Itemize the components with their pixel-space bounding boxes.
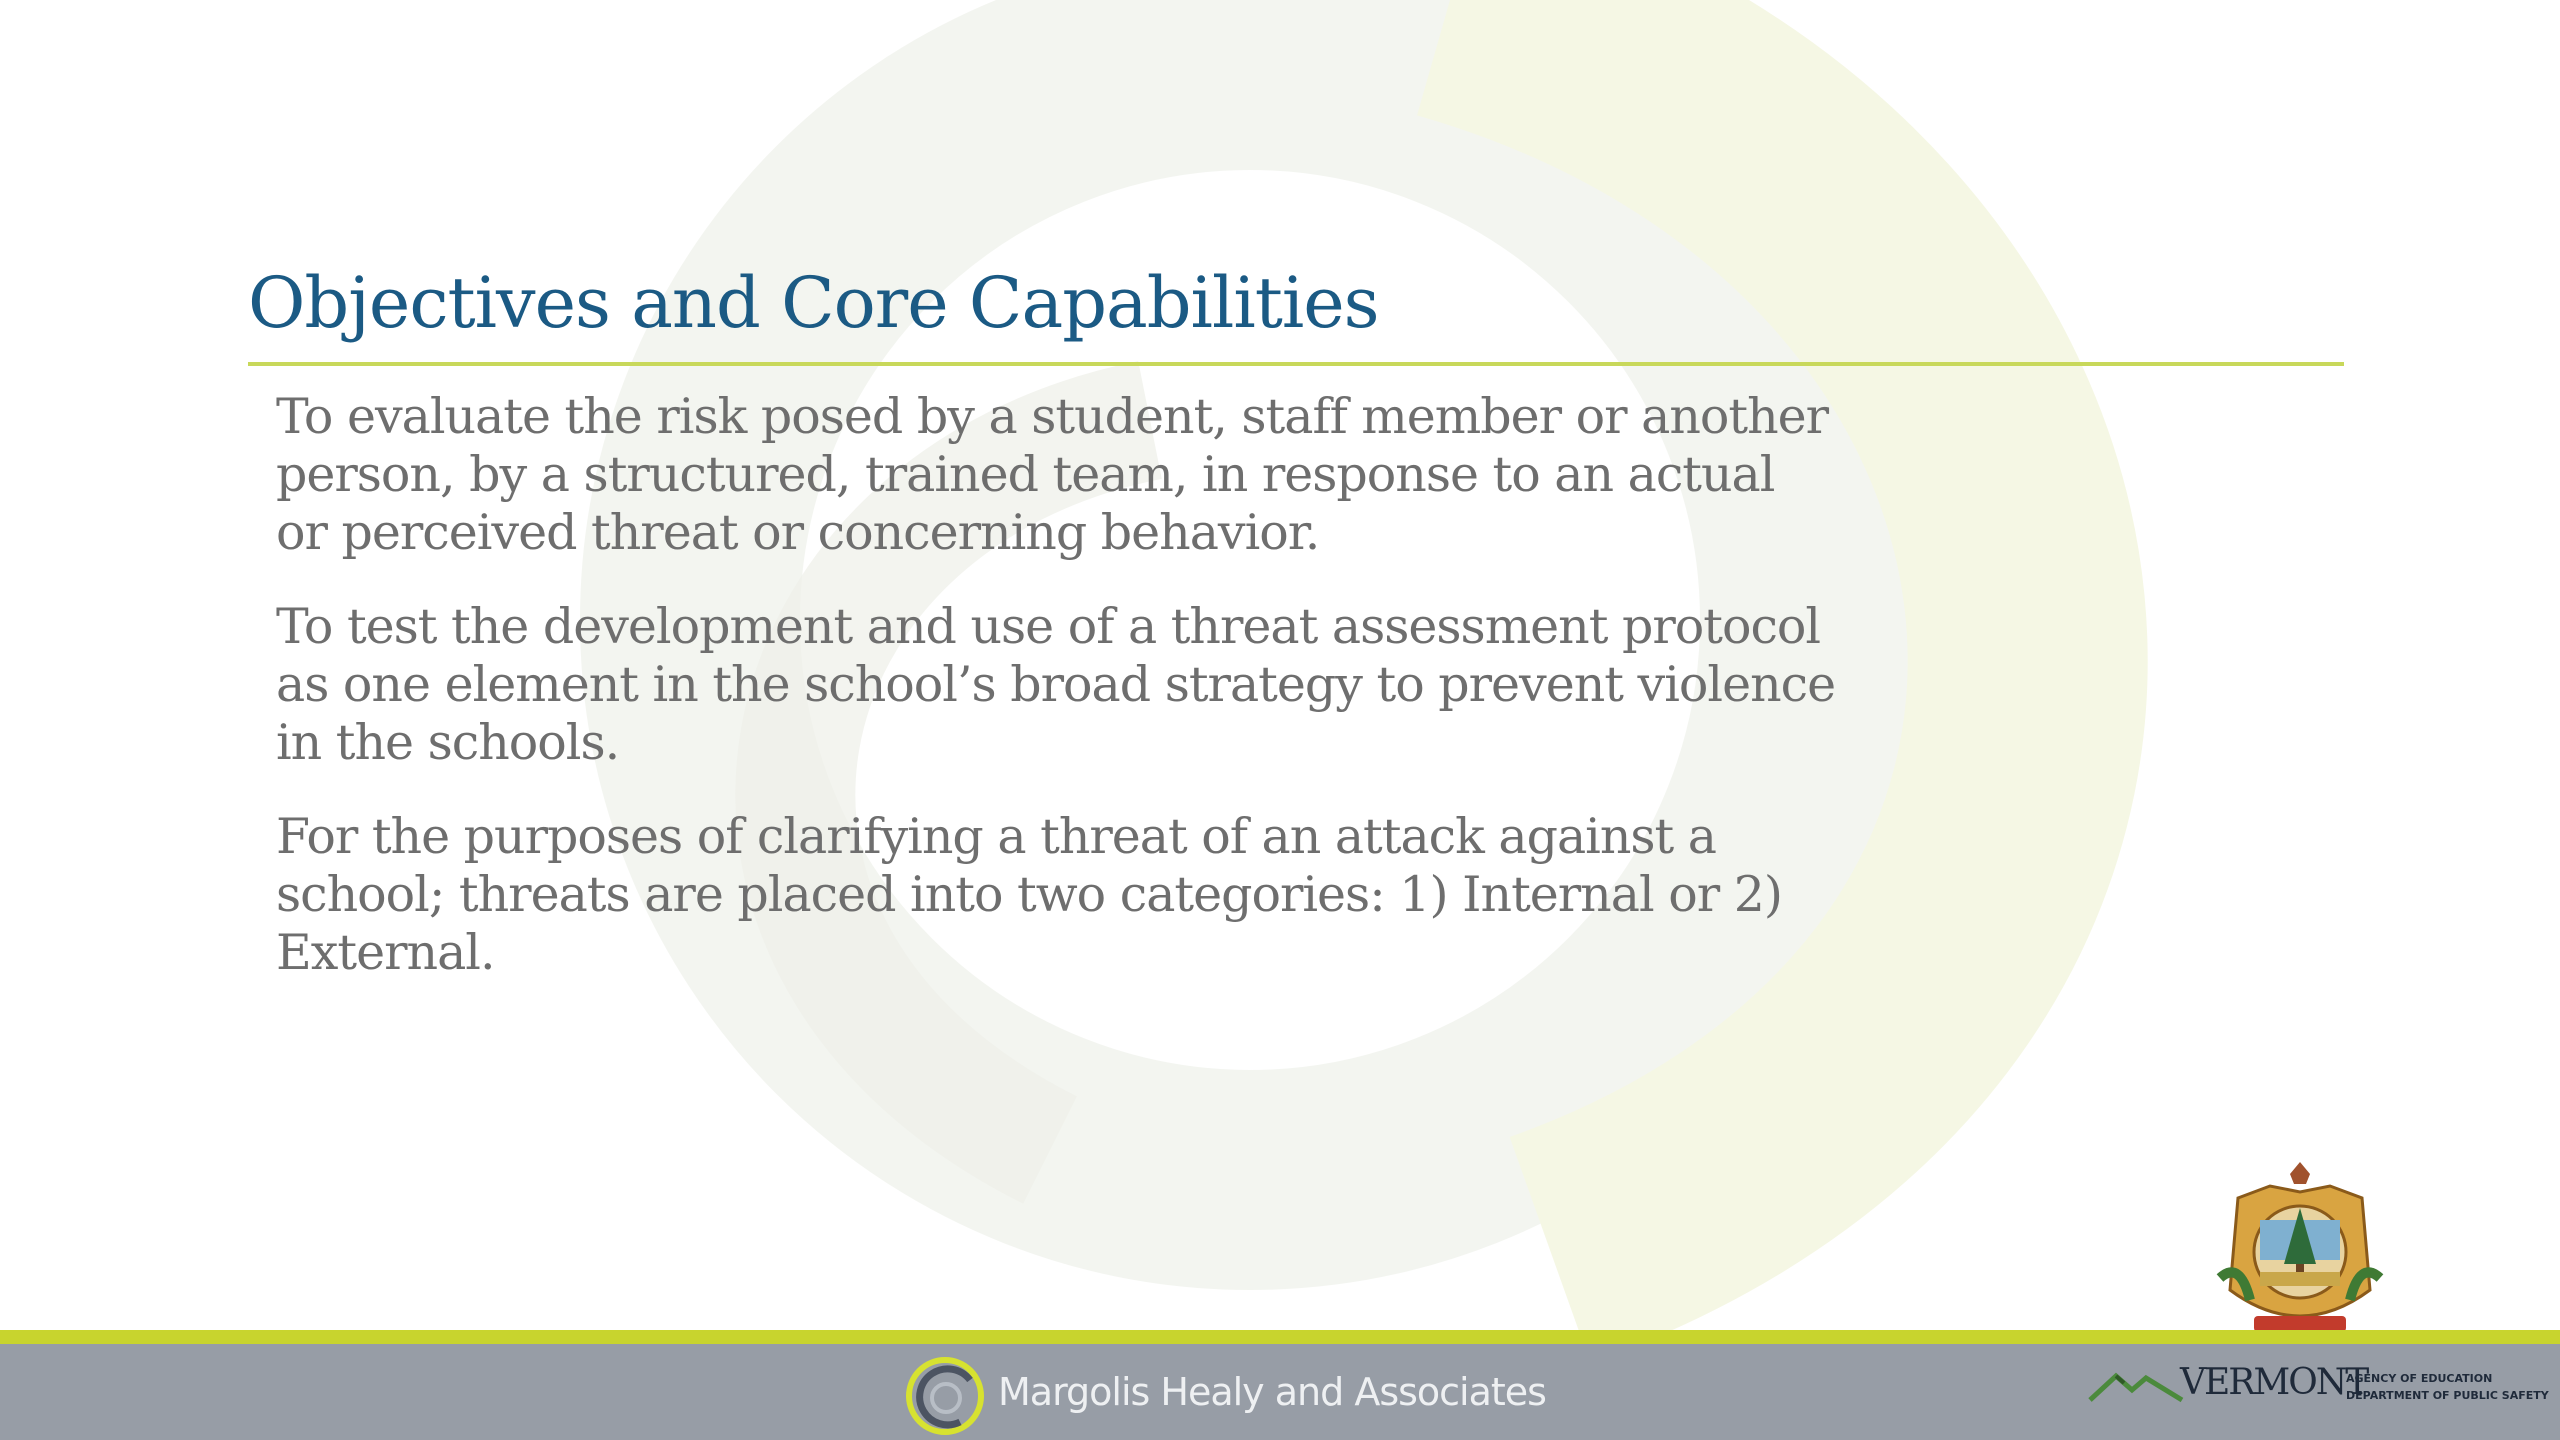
slide-title: Objectives and Core Capabilities	[248, 262, 1379, 344]
objective-item: For the purposes of clarifying a threat of an attack against a school; threats are placed into two categories: 1) Internal or 2) External.	[276, 808, 1782, 981]
vermont-wordmark: VERMONT	[2180, 1362, 2368, 1403]
margolis-healy-swirl-logo	[900, 1350, 990, 1440]
agency-public-safety: DEPARTMENT OF PUBLIC SAFETY	[2346, 1389, 2549, 1402]
agency-education: AGENCY OF EDUCATION	[2346, 1372, 2493, 1385]
vermont-mountain-logo	[2088, 1366, 2184, 1406]
vermont-state-seal-icon	[2210, 1160, 2390, 1350]
agency-names	[2346, 1370, 2549, 1404]
title-divider	[248, 362, 2344, 366]
objectives-list	[276, 388, 1836, 1018]
footer-accent-bar	[0, 1330, 2560, 1344]
objective-item: To test the development and use of a threat assessment protocol as one element in the school’s broad strategy to prevent violence in the schools.	[276, 598, 1836, 771]
company-name: Margolis Healy and Associates	[998, 1370, 1546, 1414]
objective-item: To evaluate the risk posed by a student, staff member or another person, by a structured, trained team, in response to an actual or perceived threat or concerning behavior.	[276, 388, 1829, 561]
